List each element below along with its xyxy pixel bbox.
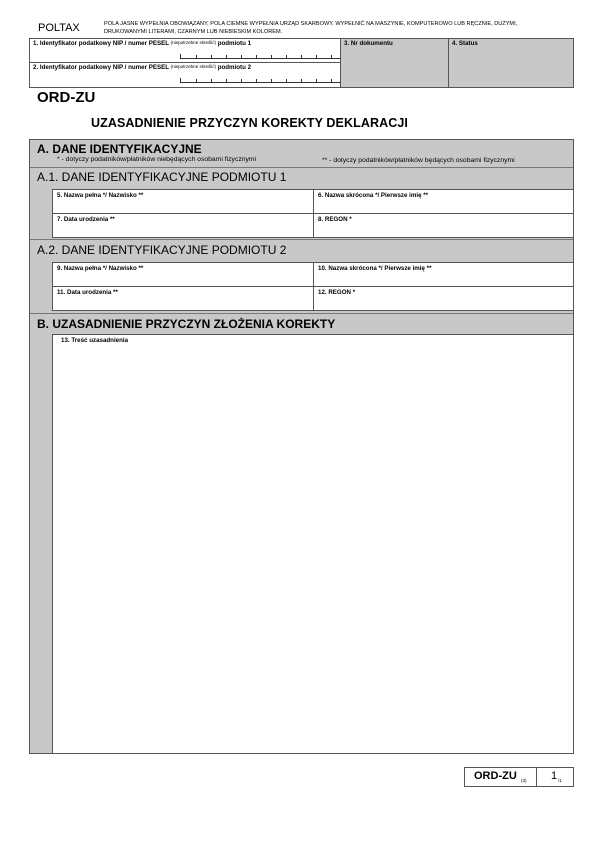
divider bbox=[30, 167, 573, 168]
nip-field-1[interactable] bbox=[30, 39, 341, 63]
justification-label: 13. Treść uzasadnienia bbox=[61, 337, 129, 344]
nip-field-1-note: (niepotrzebne skreślić) bbox=[170, 40, 216, 45]
nip-field-2-note: (niepotrzebne skreślić) bbox=[170, 64, 216, 69]
document-number-label: 3. Nr dokumentu bbox=[344, 40, 393, 47]
document-number-field bbox=[341, 39, 449, 87]
instruction-line-1: POLA JASNE WYPEŁNIA OBOWIĄZANY, POLA CIEMNE WYPEŁNIA URZĄD SKARBOWY. WYPEŁNIĆ NA MASZYNIE, KOMPUTEROWO LUB RĘCZNIE, DUŻYMI, bbox=[104, 21, 518, 27]
divider bbox=[30, 313, 573, 314]
section-a-note-left: * - dotyczy podatników/płatników niebędących osobami fizycznymi bbox=[57, 156, 257, 163]
section-a-title: A. DANE IDENTYFIKACYJNE bbox=[37, 142, 202, 156]
status-field bbox=[449, 39, 573, 87]
nip-field-2[interactable] bbox=[30, 63, 341, 87]
form-brand: POLTAX bbox=[38, 22, 80, 34]
form-code: ORD-ZU bbox=[37, 89, 96, 106]
birth-date-label-1: 7. Data urodzenia ** bbox=[57, 216, 115, 223]
justification-field[interactable] bbox=[52, 334, 574, 754]
nip-field-2-label: 2. Identyfikator podatkowy NIP / numer PESEL bbox=[33, 64, 169, 71]
short-name-field-2[interactable] bbox=[313, 262, 574, 287]
form-title: UZASADNIENIE PRZYCZYN KOREKTY DEKLARACJI bbox=[91, 116, 408, 130]
full-name-label-2: 9. Nazwa pełna */ Nazwisko ** bbox=[57, 265, 144, 272]
nip-field-2-comb bbox=[180, 78, 341, 83]
divider bbox=[30, 239, 573, 240]
status-label: 4. Status bbox=[452, 40, 478, 47]
instruction-line-2: DRUKOWANYMI LITERAMI, CZARNYM LUB NIEBIESKIM KOLOREM. bbox=[104, 28, 283, 35]
footer-page-total: /1 bbox=[558, 778, 562, 783]
full-name-field-2[interactable] bbox=[52, 262, 314, 287]
nip-field-1-comb bbox=[180, 54, 341, 59]
regon-label-1: 8. REGON * bbox=[318, 216, 352, 223]
short-name-label-2: 10. Nazwa skrócona */ Pierwsze imię ** bbox=[318, 265, 432, 272]
footer-page-box bbox=[464, 767, 574, 787]
birth-date-field-1[interactable] bbox=[52, 213, 314, 238]
regon-label-2: 12. REGON * bbox=[318, 289, 356, 296]
regon-field-2[interactable] bbox=[313, 286, 574, 311]
full-name-field-1[interactable] bbox=[52, 189, 314, 214]
footer-page-number: 1 bbox=[551, 770, 558, 782]
regon-field-1[interactable] bbox=[313, 213, 574, 238]
short-name-field-1[interactable] bbox=[313, 189, 574, 214]
section-b-title: B. UZASADNIENIE PRZYCZYN ZŁOŻENIA KOREKTY bbox=[37, 317, 336, 331]
birth-date-label-2: 11. Data urodzenia ** bbox=[57, 289, 118, 296]
instructions bbox=[104, 21, 564, 36]
nip-field-2-suffix: podmiotu 2 bbox=[217, 64, 252, 71]
nip-field-1-label: 1. Identyfikator podatkowy NIP / numer PESEL bbox=[33, 40, 169, 47]
nip-field-1-suffix: podmiotu 1 bbox=[217, 40, 252, 47]
footer-form-version: (3) bbox=[521, 778, 527, 783]
section-a-note-right: ** - dotyczy podatników/płatników będących osobami fizycznymi bbox=[322, 157, 515, 164]
header-fields bbox=[29, 38, 574, 88]
birth-date-field-2[interactable] bbox=[52, 286, 314, 311]
section-a1-title: A.1. DANE IDENTYFIKACYJNE PODMIOTU 1 bbox=[37, 170, 287, 184]
footer-form-code: ORD-ZU bbox=[474, 770, 517, 782]
full-name-label-1: 5. Nazwa pełna */ Nazwisko ** bbox=[57, 192, 144, 199]
section-a2-title: A.2. DANE IDENTYFIKACYJNE PODMIOTU 2 bbox=[37, 243, 287, 257]
short-name-label-1: 6. Nazwa skrócona */ Pierwsze imię ** bbox=[318, 192, 429, 199]
